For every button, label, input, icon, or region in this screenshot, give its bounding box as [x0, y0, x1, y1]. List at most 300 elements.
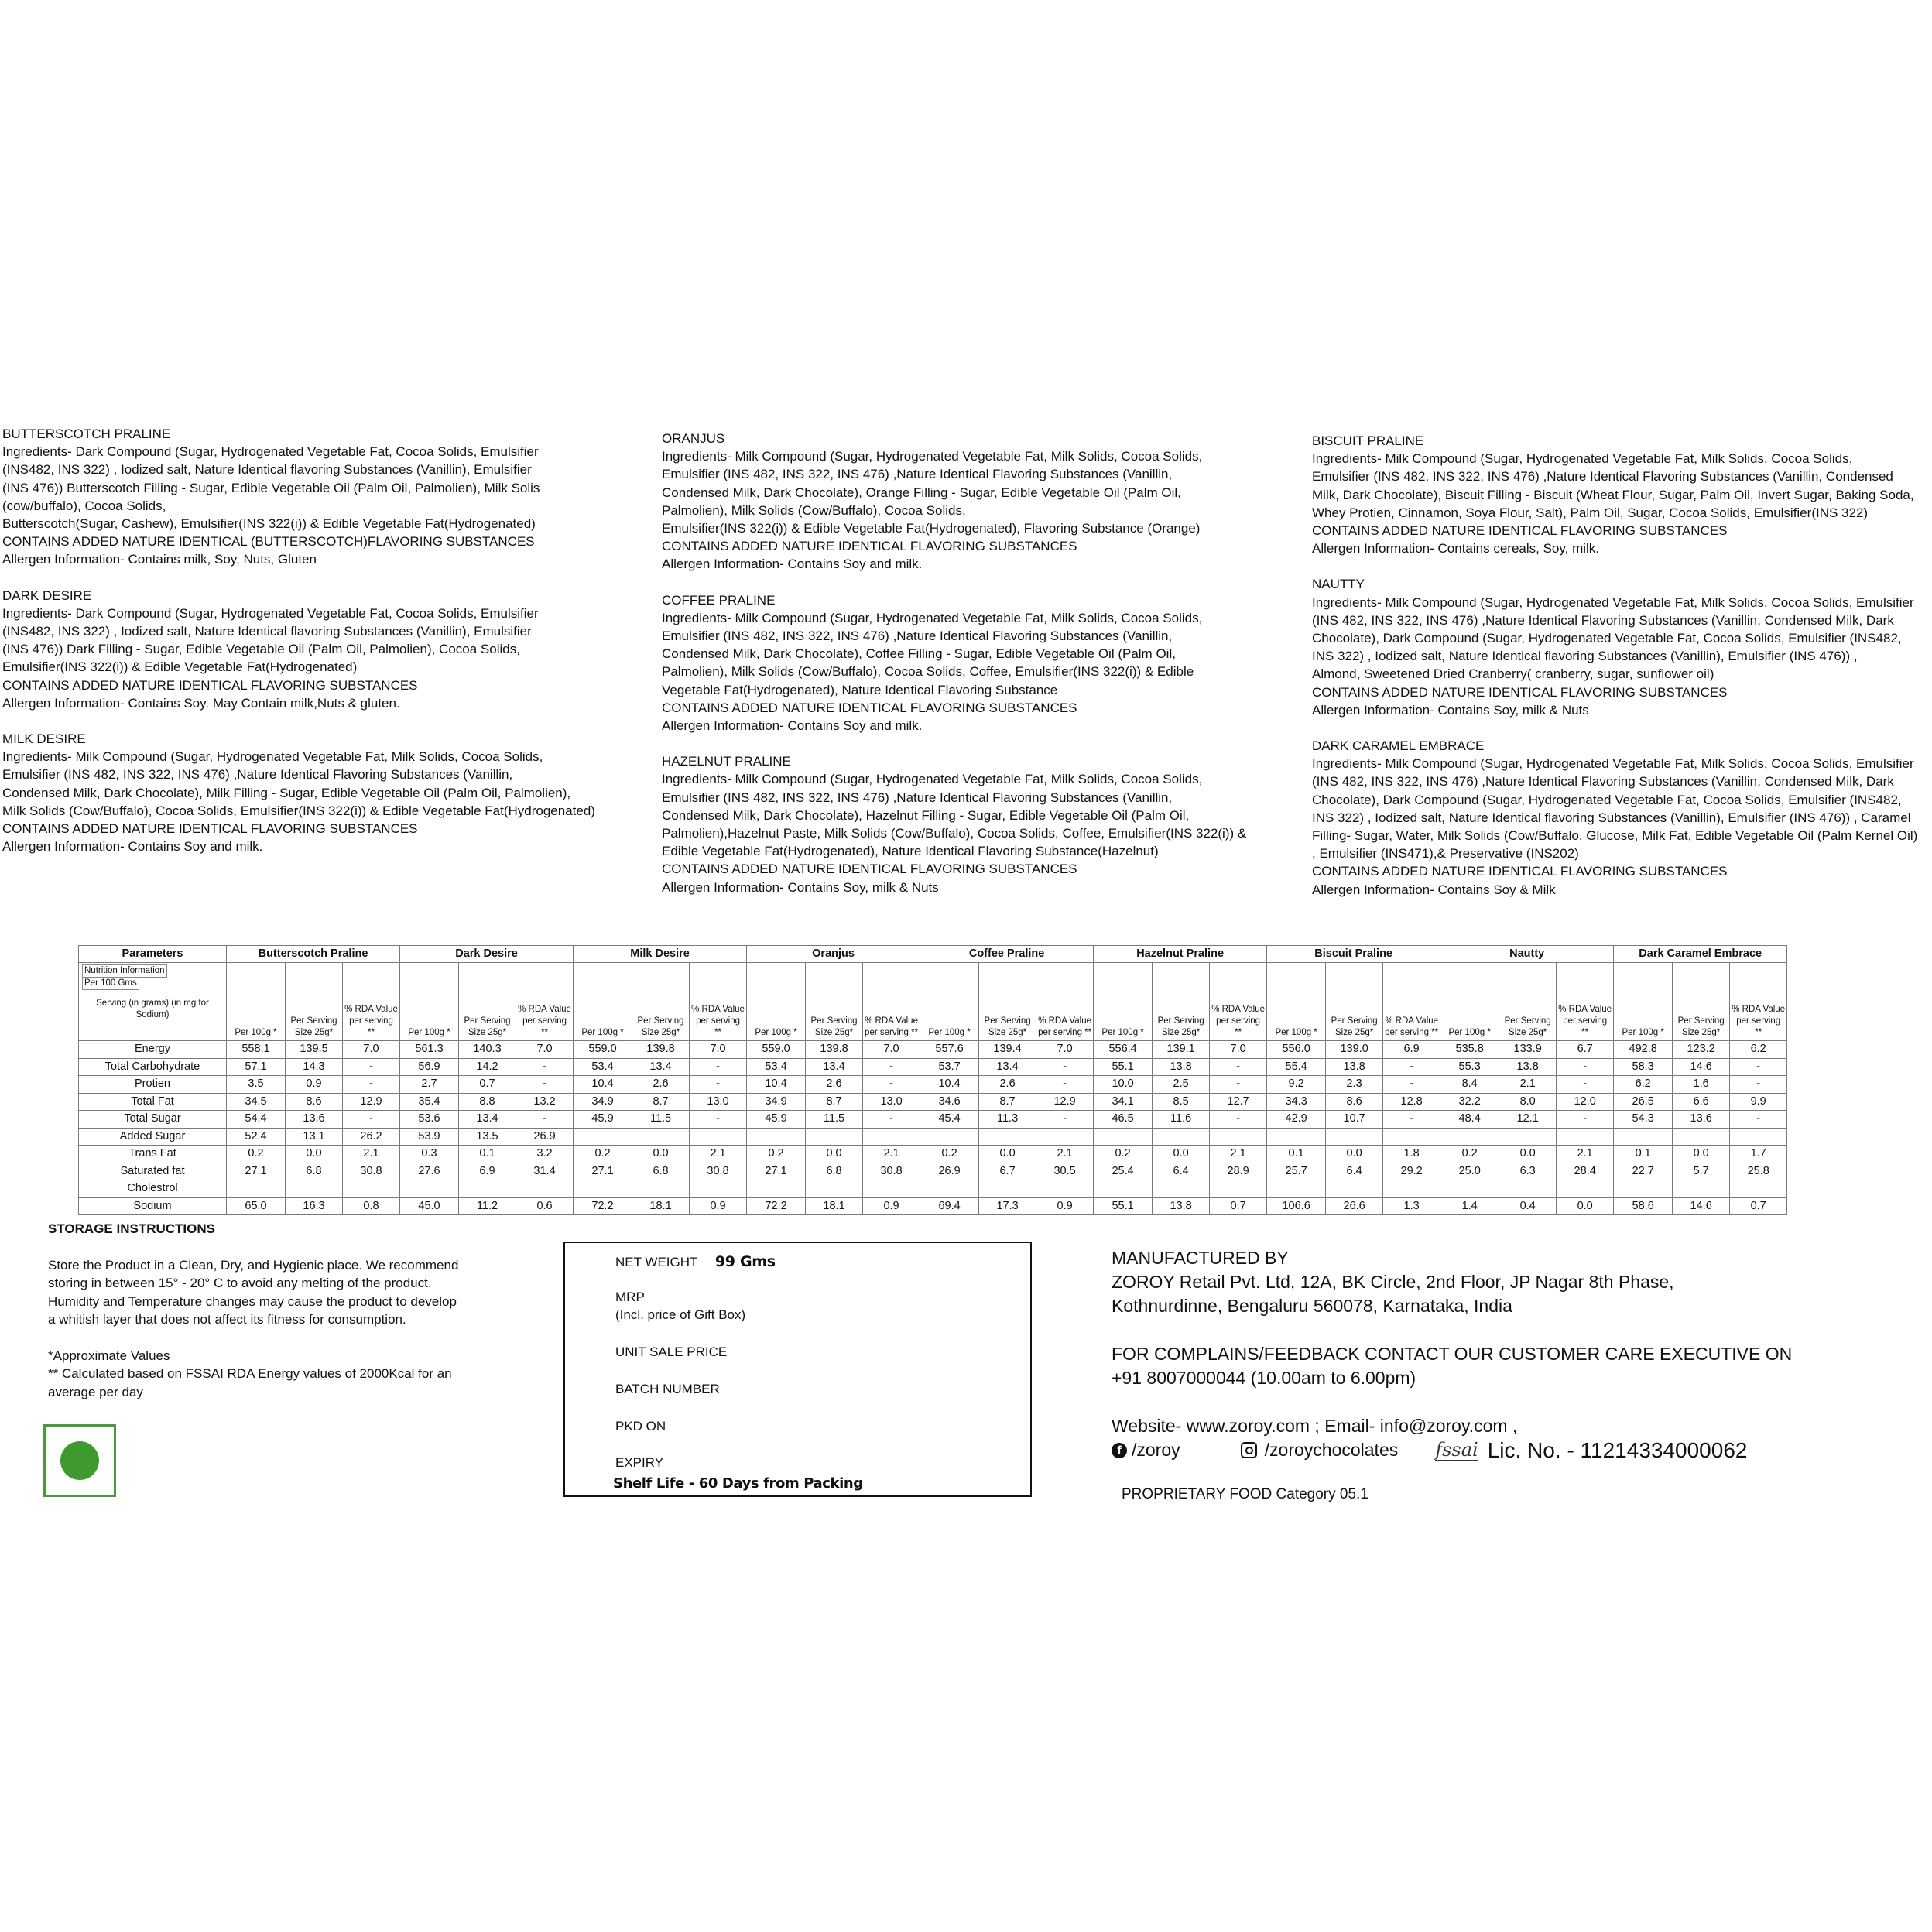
- nutrient-value: [1094, 1128, 1153, 1146]
- nutrient-label: Cholestrol: [79, 1180, 227, 1198]
- unit-subheader: % RDA Value per serving **: [1730, 963, 1787, 1041]
- nutrient-value: [1614, 1128, 1673, 1146]
- nutrient-label: Sodium: [79, 1197, 227, 1215]
- nutrient-value: 12.0: [1557, 1093, 1614, 1111]
- nutrition-info-label: Nutrition Information: [82, 964, 167, 978]
- ingredient-block: [662, 591, 1304, 735]
- nutrient-value: [286, 1180, 343, 1198]
- nutrient-value: 0.2: [1094, 1146, 1153, 1163]
- nutrient-value: 561.3: [400, 1041, 459, 1059]
- nutrient-value: 558.1: [227, 1041, 286, 1059]
- nutrient-value: 8.7: [806, 1093, 863, 1111]
- nutrient-value: 0.9: [286, 1076, 343, 1094]
- unit-subheader: Per Serving Size 25g*: [1153, 963, 1210, 1041]
- nutrient-value: 0.9: [1036, 1197, 1094, 1215]
- nutrient-value: 0.1: [459, 1146, 516, 1163]
- nutrient-value: 6.4: [1153, 1163, 1210, 1180]
- license-number: Lic. No. - 11214334000062: [1487, 1438, 1748, 1462]
- nutrient-value: -: [1210, 1076, 1267, 1094]
- per-100-label: Per 100 Gms: [82, 978, 139, 990]
- nutrient-value: 6.2: [1614, 1076, 1673, 1094]
- nutrient-value: 14.3: [286, 1058, 343, 1076]
- nutrient-value: 27.1: [574, 1163, 632, 1180]
- nutrient-value: [690, 1180, 747, 1198]
- ingredient-text: Ingredients- Milk Compound (Sugar, Hydrogenated Vegetable Fat, Milk Solids, Cocoa Solids, Emulsifier (INS 482, INS 322, INS 476) ,Nature Identical Flavoring Substances (Vanillin, Condensed Milk, Dark Chocolate), Orange Filling - Sugar, Edible Vegetable Oil (Palm Oil, Palmolien), Milk Solids (Cow/Buffalo), Cocoa Solids, Emulsifier(INS 322(i)) & Edible Vegetable Fat(Hydrogenated), Flavoring Substance (Orange) CONTAINS ADDED NATURE IDENTICAL FLAVORING SUBSTANCES Allergen Information- Contains Soy and milk.: [662, 449, 1203, 572]
- nutrient-value: 106.6: [1267, 1197, 1326, 1215]
- nutrient-value: 0.2: [920, 1146, 979, 1163]
- nutrient-value: 25.4: [1094, 1163, 1153, 1180]
- product-title: ORANJUS: [662, 431, 725, 446]
- nutrient-value: 52.4: [227, 1128, 286, 1146]
- nutrient-value: 32.2: [1440, 1093, 1499, 1111]
- rda-note: ** Calculated based on FSSAI RDA Energy values of 2000Kcal for an: [48, 1366, 452, 1381]
- nutrient-value: 6.8: [632, 1163, 690, 1180]
- nutrient-value: 0.6: [516, 1197, 574, 1215]
- nutrient-value: -: [1036, 1111, 1094, 1129]
- nutrient-value: 8.6: [286, 1093, 343, 1111]
- nutrient-value: 0.0: [286, 1146, 343, 1163]
- ingredient-block: [662, 430, 1304, 574]
- product-column-header: Hazelnut Praline: [1094, 946, 1267, 963]
- nutrient-value: 2.1: [1499, 1076, 1557, 1094]
- product-column-header: Nautty: [1440, 946, 1614, 963]
- nutrient-row: [79, 1197, 1787, 1215]
- nutrient-value: 31.4: [516, 1163, 574, 1180]
- expiry-label: EXPIRY: [615, 1455, 664, 1470]
- nutrient-value: 11.5: [632, 1111, 690, 1129]
- nutrient-value: -: [1730, 1111, 1787, 1129]
- fssai-logo: fssai: [1435, 1438, 1478, 1461]
- nutrient-value: 0.8: [343, 1197, 400, 1215]
- ingredient-text: Ingredients- Milk Compound (Sugar, Hydrogenated Vegetable Fat, Milk Solids, Cocoa Solids, Emulsifier (INS 482, INS 322, INS 476) ,Nature Identical Flavoring Substances (Vanillin, Condensed Milk, Dark Chocolate), Biscuit Filling - Biscuit (Wheat Flour, Sugar, Palm Oil, Invert Sugar, Baking Soda, Whey Protien, Cinnamon, Soya Flour, Salt), Palm Oil, Sugar, Cocoa Solids, Emulsifier(INS 322) CONTAINS ADDED NATURE IDENTICAL FLAVORING SUBSTANCES Allergen Information- Contains cereals, Soy, milk.: [1312, 451, 1914, 557]
- parameters-header: Parameters: [79, 946, 227, 963]
- nutrient-value: -: [343, 1111, 400, 1129]
- product-title: COFFEE PRALINE: [662, 592, 776, 608]
- nutrient-value: 27.1: [747, 1163, 806, 1180]
- ingredient-block: [662, 752, 1304, 896]
- unit-subheader: % RDA Value per serving **: [1557, 963, 1614, 1041]
- product-column-header: Dark Desire: [400, 946, 574, 963]
- nutrient-value: [1440, 1128, 1499, 1146]
- nutrient-row: [79, 1146, 1787, 1163]
- rda-note-cont: average per day: [48, 1384, 143, 1399]
- nutrient-value: [863, 1180, 920, 1198]
- nutrient-value: -: [863, 1111, 920, 1129]
- shelf-life: Shelf Life - 60 Days from Packing: [613, 1475, 863, 1492]
- nutrient-value: [1210, 1180, 1267, 1198]
- nutrient-value: [1673, 1128, 1730, 1146]
- nutrient-value: [1094, 1180, 1153, 1198]
- nutrient-value: 25.0: [1440, 1163, 1499, 1180]
- unit-subheader: Per Serving Size 25g*: [1673, 963, 1730, 1041]
- nutrient-value: 13.0: [690, 1093, 747, 1111]
- nutrient-value: 8.7: [632, 1093, 690, 1111]
- nutrient-value: 22.7: [1614, 1163, 1673, 1180]
- nutrient-value: -: [343, 1058, 400, 1076]
- nutrient-value: [1383, 1180, 1440, 1198]
- nutrient-label: Added Sugar: [79, 1128, 227, 1146]
- nutrition-info-cell: [79, 963, 227, 1041]
- nutrient-value: [1614, 1180, 1673, 1198]
- nutrient-value: 13.4: [459, 1111, 516, 1129]
- nutrient-value: [343, 1180, 400, 1198]
- nutrient-value: 12.8: [1383, 1093, 1440, 1111]
- nutrient-value: 8.0: [1499, 1093, 1557, 1111]
- nutrient-value: [920, 1128, 979, 1146]
- nutrient-value: [1036, 1180, 1094, 1198]
- nutrient-value: 58.6: [1614, 1197, 1673, 1215]
- nutrient-value: [574, 1180, 632, 1198]
- nutrient-value: 1.4: [1440, 1197, 1499, 1215]
- product-column-header: Butterscotch Praline: [227, 946, 400, 963]
- nutrient-value: -: [1383, 1076, 1440, 1094]
- manufacturer-address-cont: Kothnurdinne, Bengaluru 560078, Karnataka, India: [1112, 1296, 1512, 1316]
- nutrient-value: 11.2: [459, 1197, 516, 1215]
- instagram-handle: /zoroychocolates: [1264, 1440, 1399, 1460]
- nutrient-value: 48.4: [1440, 1111, 1499, 1129]
- nutrient-value: 18.1: [632, 1197, 690, 1215]
- nutrient-value: [1153, 1128, 1210, 1146]
- nutrient-value: 53.6: [400, 1111, 459, 1129]
- unit-subheader: Per 100g *: [1614, 963, 1673, 1041]
- nutrient-value: 27.6: [400, 1163, 459, 1180]
- batch-number-label: BATCH NUMBER: [615, 1382, 720, 1396]
- nutrient-value: 45.9: [747, 1111, 806, 1129]
- nutrient-value: -: [1557, 1111, 1614, 1129]
- nutrient-value: 492.8: [1614, 1041, 1673, 1059]
- product-title: DARK DESIRE: [2, 587, 92, 603]
- nutrient-value: 3.2: [516, 1146, 574, 1163]
- nutrition-table: [78, 945, 1787, 1215]
- nutrient-value: 2.6: [979, 1076, 1036, 1094]
- nutrient-value: [1557, 1180, 1614, 1198]
- product-column-header: Biscuit Praline: [1267, 946, 1440, 963]
- nutrient-value: 34.5: [227, 1093, 286, 1111]
- nutrient-value: 45.0: [400, 1197, 459, 1215]
- ingredient-block: [1312, 432, 1931, 557]
- nutrient-value: [1499, 1128, 1557, 1146]
- nutrient-value: 0.0: [1499, 1146, 1557, 1163]
- nutrient-value: 7.0: [516, 1041, 574, 1059]
- nutrient-value: 556.0: [1267, 1041, 1326, 1059]
- nutrient-value: [516, 1180, 574, 1198]
- nutrient-value: 34.3: [1267, 1093, 1326, 1111]
- nutrient-value: 11.6: [1153, 1111, 1210, 1129]
- nutrient-value: 72.2: [747, 1197, 806, 1215]
- nutrient-value: 535.8: [1440, 1041, 1499, 1059]
- nutrient-value: 2.7: [400, 1076, 459, 1094]
- nutrient-value: 0.7: [459, 1076, 516, 1094]
- nutrient-value: 6.9: [459, 1163, 516, 1180]
- nutrient-value: 0.3: [400, 1146, 459, 1163]
- nutrient-value: 13.8: [1153, 1197, 1210, 1215]
- nutrient-value: -: [516, 1111, 574, 1129]
- nutrient-value: 13.6: [286, 1111, 343, 1129]
- nutrient-value: 13.2: [516, 1093, 574, 1111]
- nutrient-value: 25.8: [1730, 1163, 1787, 1180]
- product-title: NAUTTY: [1312, 577, 1365, 592]
- nutrient-value: 8.7: [979, 1093, 1036, 1111]
- nutrient-value: 2.3: [1326, 1076, 1383, 1094]
- nutrient-value: 6.2: [1730, 1041, 1787, 1059]
- nutrient-value: 2.6: [632, 1076, 690, 1094]
- contact-phone: +91 8007000044 (10.00am to 6.00pm): [1112, 1368, 1416, 1388]
- nutrient-value: 30.8: [690, 1163, 747, 1180]
- packed-on-label: PKD ON: [615, 1419, 666, 1434]
- nutrient-value: 55.4: [1267, 1058, 1326, 1076]
- nutrient-value: 29.2: [1383, 1163, 1440, 1180]
- unit-subheader: Per 100g *: [1094, 963, 1153, 1041]
- net-weight-value: 99 Gms: [714, 1253, 776, 1270]
- nutrient-value: 30.8: [863, 1163, 920, 1180]
- ingredient-block: [2, 587, 645, 712]
- nutrient-value: 17.3: [979, 1197, 1036, 1215]
- nutrient-value: 26.9: [920, 1163, 979, 1180]
- unit-sale-price-label: UNIT SALE PRICE: [615, 1345, 728, 1359]
- nutrient-value: 6.6: [1673, 1093, 1730, 1111]
- nutrient-value: 6.4: [1326, 1163, 1383, 1180]
- ingredient-text: Ingredients- Milk Compound (Sugar, Hydrogenated Vegetable Fat, Milk Solids, Cocoa Solids, Emulsifier (INS 482, INS 322, INS 476) ,Nature Identical Flavoring Substances (Vanillin, Condensed Milk, Dark Chocolate), Dark Compound (Sugar, Hydrogenated Vegetable Fat, Cocoa Solids, Emulsifier (INS482, INS 322) , Iodized salt, Nature Identical flavoring Substances (Vanillin), Emulsifier (INS 476)) , Almond, Sweetened Dried Cranberry( cranberry, sugar, sunflower oil) CONTAINS ADDED NATURE IDENTICAL FLAVORING SUBSTANCES Allergen Information- Contains Soy, milk & Nuts: [1312, 594, 1914, 718]
- nutrient-value: 35.4: [400, 1093, 459, 1111]
- approx-note: *Approximate Values: [48, 1348, 170, 1363]
- nutrient-label: Trans Fat: [79, 1146, 227, 1163]
- nutrient-value: 56.9: [400, 1058, 459, 1076]
- nutrient-value: 0.7: [1730, 1197, 1787, 1215]
- nutrient-value: -: [1210, 1058, 1267, 1076]
- nutrient-value: 53.4: [747, 1058, 806, 1076]
- product-title: BUTTERSCOTCH PRALINE: [2, 426, 171, 441]
- nutrient-value: 13.5: [459, 1128, 516, 1146]
- nutrient-value: 6.8: [286, 1163, 343, 1180]
- nutrient-value: 6.7: [979, 1163, 1036, 1180]
- food-category: PROPRIETARY FOOD Category 05.1: [1122, 1486, 1368, 1502]
- nutrient-value: 14.6: [1673, 1197, 1730, 1215]
- nutrient-value: -: [863, 1076, 920, 1094]
- nutrient-value: 0.0: [1557, 1197, 1614, 1215]
- nutrient-value: 2.1: [690, 1146, 747, 1163]
- nutrient-row: [79, 1128, 1787, 1146]
- nutrient-value: 140.3: [459, 1041, 516, 1059]
- nutrient-value: 13.8: [1153, 1058, 1210, 1076]
- nutrient-value: [1730, 1128, 1787, 1146]
- nutrient-value: 5.7: [1673, 1163, 1730, 1180]
- nutrient-value: 0.9: [690, 1197, 747, 1215]
- nutrient-value: 2.6: [806, 1076, 863, 1094]
- nutrient-value: 2.1: [1210, 1146, 1267, 1163]
- unit-subheader: Per Serving Size 25g*: [1326, 963, 1383, 1041]
- nutrient-value: -: [1036, 1076, 1094, 1094]
- nutrient-value: [1673, 1180, 1730, 1198]
- website-email: Website- www.zoroy.com ; Email- info@zoroy.com ,: [1112, 1416, 1518, 1436]
- nutrient-value: 12.9: [1036, 1093, 1094, 1111]
- ingredient-text: Ingredients- Milk Compound (Sugar, Hydrogenated Vegetable Fat, Milk Solids, Cocoa Solids, Emulsifier (INS 482, INS 322, INS 476) ,Nature Identical Flavoring Substances (Vanillin, Condensed Milk, Dark Chocolate), Coffee Filling - Sugar, Edible Vegetable Oil (Palm Oil, Palmolien), Milk Solids (Cow/Buffalo), Cocoa Solids, Coffee, Emulsifier(INS 322(i)) & Edible Vegetable Fat(Hydrogenated), Nature Identical Flavoring Substance CONTAINS ADDED NATURE IDENTICAL FLAVORING SUBSTANCES Allergen Information- Contains Soy and milk.: [662, 610, 1203, 734]
- unit-subheader: % RDA Value per serving **: [1036, 963, 1094, 1041]
- nutrient-value: 27.1: [227, 1163, 286, 1180]
- nutrient-value: [920, 1180, 979, 1198]
- nutrient-value: 13.1: [286, 1128, 343, 1146]
- storage-line: Humidity and Temperature changes may cause the product to develop: [48, 1293, 457, 1309]
- contact-line: FOR COMPLAINS/FEEDBACK CONTACT OUR CUSTOMER CARE EXECUTIVE ON: [1112, 1344, 1793, 1364]
- nutrient-value: 12.1: [1499, 1111, 1557, 1129]
- nutrient-value: 55.1: [1094, 1197, 1153, 1215]
- nutrient-value: 2.1: [343, 1146, 400, 1163]
- nutrient-value: -: [1210, 1111, 1267, 1129]
- nutrient-value: 11.3: [979, 1111, 1036, 1129]
- nutrient-value: 0.2: [1440, 1146, 1499, 1163]
- nutrient-value: 26.2: [343, 1128, 400, 1146]
- nutrient-value: 0.0: [1153, 1146, 1210, 1163]
- nutrient-value: 28.4: [1557, 1163, 1614, 1180]
- nutrient-value: -: [516, 1076, 574, 1094]
- ingredient-text: Ingredients- Dark Compound (Sugar, Hydrogenated Vegetable Fat, Cocoa Solids, Emulsifier (INS482, INS 322) , Iodized salt, Nature Identical flavoring Substances (Vanillin), Emulsifier (INS 476)) Dark Filling - Sugar, Edible Vegetable Oil (Palm Oil, Palmolien), Cocoa Solids, Emulsifier(INS 322(i)) & Edible Vegetable Fat(Hydrogenated) CONTAINS ADDED NATURE IDENTICAL FLAVORING SUBSTANCES Allergen Information- Contains Soy. May Contain milk,Nuts & gluten.: [2, 605, 539, 711]
- nutrient-value: -: [1383, 1058, 1440, 1076]
- nutrient-value: [690, 1128, 747, 1146]
- nutrient-value: -: [1557, 1058, 1614, 1076]
- nutrient-value: 7.0: [343, 1041, 400, 1059]
- unit-subheader: Per 100g *: [920, 963, 979, 1041]
- nutrient-value: 0.2: [747, 1146, 806, 1163]
- facebook-handle: /zoroy: [1132, 1440, 1180, 1460]
- nutrient-value: 13.4: [806, 1058, 863, 1076]
- nutrient-value: 26.6: [1326, 1197, 1383, 1215]
- instagram-icon: [1241, 1442, 1257, 1458]
- ingredients-column-3: [1312, 432, 1931, 916]
- nutrient-value: 12.9: [343, 1093, 400, 1111]
- nutrient-value: [1383, 1128, 1440, 1146]
- product-column-header: Coffee Praline: [920, 946, 1094, 963]
- nutrient-value: 30.5: [1036, 1163, 1094, 1180]
- nutrient-value: 6.9: [1383, 1041, 1440, 1059]
- nutrient-value: 72.2: [574, 1197, 632, 1215]
- subheader-row: [79, 963, 1787, 1041]
- unit-subheader: Per Serving Size 25g*: [632, 963, 690, 1041]
- storage-title: STORAGE INSTRUCTIONS: [48, 1221, 215, 1236]
- nutrient-value: 139.4: [979, 1041, 1036, 1059]
- unit-subheader: Per 100g *: [1440, 963, 1499, 1041]
- nutrient-value: 123.2: [1673, 1041, 1730, 1059]
- nutrient-value: 0.4: [1499, 1197, 1557, 1215]
- nutrient-value: 10.4: [920, 1076, 979, 1094]
- unit-subheader: Per 100g *: [1267, 963, 1326, 1041]
- nutrient-value: 10.0: [1094, 1076, 1153, 1094]
- nutrient-value: 25.7: [1267, 1163, 1326, 1180]
- nutrient-value: 7.0: [690, 1041, 747, 1059]
- nutrient-value: -: [863, 1058, 920, 1076]
- nutrient-value: 13.4: [979, 1058, 1036, 1076]
- ingredient-block: [2, 425, 645, 569]
- nutrient-value: 8.5: [1153, 1093, 1210, 1111]
- nutrient-value: 6.7: [1557, 1041, 1614, 1059]
- pricing-info-box: [564, 1242, 1032, 1497]
- nutrient-row: [79, 1058, 1787, 1076]
- nutrient-value: 0.1: [1267, 1146, 1326, 1163]
- nutrient-value: [1557, 1128, 1614, 1146]
- nutrient-value: 8.6: [1326, 1093, 1383, 1111]
- nutrient-value: 16.3: [286, 1197, 343, 1215]
- nutrient-value: 2.5: [1153, 1076, 1210, 1094]
- nutrient-value: 139.5: [286, 1041, 343, 1059]
- nutrient-value: 46.5: [1094, 1111, 1153, 1129]
- unit-subheader: % RDA Value per serving **: [1383, 963, 1440, 1041]
- nutrient-value: -: [1036, 1058, 1094, 1076]
- unit-subheader: Per Serving Size 25g*: [979, 963, 1036, 1041]
- nutrient-value: [632, 1128, 690, 1146]
- storage-instructions: [48, 1220, 505, 1401]
- nutrient-value: 13.8: [1499, 1058, 1557, 1076]
- mrp-label: MRP: [615, 1290, 645, 1304]
- nutrient-value: 556.4: [1094, 1041, 1153, 1059]
- nutrient-value: 1.7: [1730, 1146, 1787, 1163]
- unit-subheader: % RDA Value per serving **: [1210, 963, 1267, 1041]
- nutrient-value: 9.9: [1730, 1093, 1787, 1111]
- nutrient-value: 26.9: [516, 1128, 574, 1146]
- unit-subheader: Per 100g *: [747, 963, 806, 1041]
- nutrient-value: 139.8: [806, 1041, 863, 1059]
- net-weight-label: NET WEIGHT: [615, 1255, 698, 1269]
- nutrient-value: [1326, 1128, 1383, 1146]
- manufacturer-info: [1112, 1246, 1917, 1462]
- nutrient-value: 69.4: [920, 1197, 979, 1215]
- nutrient-value: 13.0: [863, 1093, 920, 1111]
- nutrient-value: 0.0: [1673, 1146, 1730, 1163]
- nutrient-value: 0.1: [1614, 1146, 1673, 1163]
- manufacturer-address: ZOROY Retail Pvt. Ltd, 12A, BK Circle, 2nd Floor, JP Nagar 8th Phase,: [1112, 1272, 1674, 1292]
- ingredient-block: [2, 730, 645, 855]
- storage-line: a whitish layer that does not affect its fitness for consumption.: [48, 1312, 406, 1327]
- nutrient-value: 139.1: [1153, 1041, 1210, 1059]
- nutrient-value: 13.6: [1673, 1111, 1730, 1129]
- nutrient-value: [1267, 1128, 1326, 1146]
- nutrient-value: 55.1: [1094, 1058, 1153, 1076]
- nutrient-value: 14.2: [459, 1058, 516, 1076]
- nutrient-row: [79, 1163, 1787, 1180]
- nutrient-value: [1153, 1180, 1210, 1198]
- nutrient-label: Energy: [79, 1041, 227, 1059]
- nutrient-value: 13.8: [1326, 1058, 1383, 1076]
- nutrient-value: 30.8: [343, 1163, 400, 1180]
- product-column-header: Milk Desire: [574, 946, 747, 963]
- nutrient-value: [747, 1128, 806, 1146]
- nutrient-value: [1499, 1180, 1557, 1198]
- nutrient-value: 0.0: [806, 1146, 863, 1163]
- nutrient-value: 0.9: [863, 1197, 920, 1215]
- nutrient-value: 34.6: [920, 1093, 979, 1111]
- nutrient-value: 53.7: [920, 1058, 979, 1076]
- mrp-note: (Incl. price of Gift Box): [615, 1307, 746, 1322]
- nutrient-row: [79, 1111, 1787, 1129]
- nutrient-value: 559.0: [574, 1041, 632, 1059]
- nutrient-value: 28.9: [1210, 1163, 1267, 1180]
- nutrient-value: [1210, 1128, 1267, 1146]
- veg-mark-icon: [43, 1424, 116, 1497]
- ingredient-text: Ingredients- Milk Compound (Sugar, Hydrogenated Vegetable Fat, Milk Solids, Cocoa Solids, Emulsifier (INS 482, INS 322, INS 476) ,Nature Identical Flavoring Substances (Vanillin, Condensed Milk, Dark Chocolate), Milk Filling - Sugar, Edible Vegetable Oil (Palm Oil, Palmolien), Milk Solids (Cow/Buffalo), Cocoa Solids, Emulsifier(INS 322(i)) & Edible Vegetable Fat(Hydrogenated) CONTAINS ADDED NATURE IDENTICAL FLAVORING SUBSTANCES Allergen Information- Contains Soy and milk.: [2, 749, 595, 855]
- nutrient-label: Total Sugar: [79, 1111, 227, 1129]
- nutrient-row: [79, 1093, 1787, 1111]
- nutrient-value: 10.7: [1326, 1111, 1383, 1129]
- nutrient-value: 57.1: [227, 1058, 286, 1076]
- nutrient-value: [227, 1180, 286, 1198]
- nutrient-row: [79, 1041, 1787, 1059]
- ingredients-column-2: [662, 430, 1304, 914]
- nutrient-value: [863, 1128, 920, 1146]
- nutrient-value: 557.6: [920, 1041, 979, 1059]
- nutrient-value: 53.9: [400, 1128, 459, 1146]
- nutrient-value: 26.5: [1614, 1093, 1673, 1111]
- product-title: MILK DESIRE: [2, 731, 86, 747]
- nutrient-value: 12.7: [1210, 1093, 1267, 1111]
- nutrient-value: 139.0: [1326, 1041, 1383, 1059]
- nutrient-value: 18.1: [806, 1197, 863, 1215]
